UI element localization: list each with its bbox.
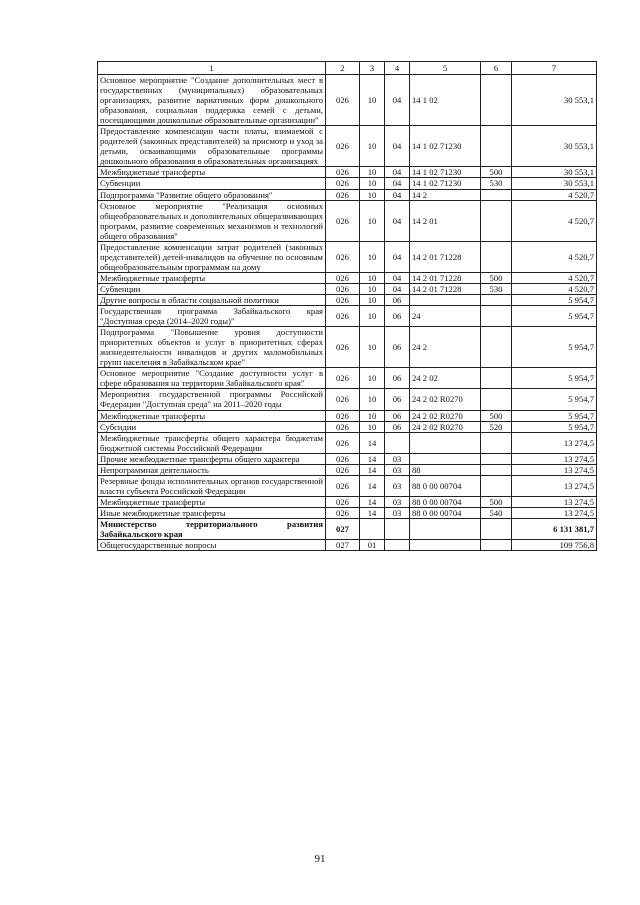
cell-target: 24 2 02 R0270 bbox=[410, 421, 481, 432]
cell-section: 10 bbox=[360, 126, 385, 167]
cell-target: 88 0 00 00704 bbox=[410, 496, 481, 507]
cell-target: 24 2 02 R0270 bbox=[410, 389, 481, 410]
cell-subsection: 04 bbox=[385, 200, 410, 241]
cell-section: 10 bbox=[360, 75, 385, 126]
cell-subsection bbox=[385, 432, 410, 453]
cell-name: Подпрограмма "Развитие общего образования" bbox=[98, 189, 326, 200]
table-body bbox=[98, 75, 597, 551]
cell-section: 10 bbox=[360, 306, 385, 327]
table-row bbox=[98, 327, 597, 368]
cell-ministry: 027 bbox=[326, 540, 360, 551]
cell-subsection: 04 bbox=[385, 272, 410, 283]
table-row bbox=[98, 75, 597, 126]
cell-target: 88 bbox=[410, 464, 481, 475]
cell-ministry: 026 bbox=[326, 200, 360, 241]
cell-name: Межбюджетные трансферты bbox=[98, 167, 326, 178]
cell-name: Субсидии bbox=[98, 421, 326, 432]
cell-amount: 4 520,7 bbox=[512, 189, 597, 200]
cell-ministry: 026 bbox=[326, 241, 360, 272]
cell-type bbox=[481, 327, 512, 368]
cell-subsection: 03 bbox=[385, 507, 410, 518]
table-row bbox=[98, 389, 597, 410]
cell-ministry: 026 bbox=[326, 75, 360, 126]
table-row bbox=[98, 178, 597, 189]
cell-amount: 13 274,5 bbox=[512, 432, 597, 453]
cell-type bbox=[481, 126, 512, 167]
cell-section: 14 bbox=[360, 432, 385, 453]
cell-section: 14 bbox=[360, 496, 385, 507]
cell-ministry: 026 bbox=[326, 178, 360, 189]
cell-section: 10 bbox=[360, 167, 385, 178]
table-row bbox=[98, 507, 597, 518]
cell-name: Резервные фонды исполнительных органов государственной власти субъекта Российской Федерации bbox=[98, 475, 326, 496]
table-row bbox=[98, 189, 597, 200]
cell-ministry: 026 bbox=[326, 306, 360, 327]
cell-amount: 5 954,7 bbox=[512, 389, 597, 410]
cell-type bbox=[481, 294, 512, 305]
cell-subsection: 04 bbox=[385, 283, 410, 294]
cell-amount: 5 954,7 bbox=[512, 368, 597, 389]
cell-target: 14 1 02 71230 bbox=[410, 178, 481, 189]
cell-ministry: 027 bbox=[326, 518, 360, 539]
table-row bbox=[98, 167, 597, 178]
cell-section: 14 bbox=[360, 453, 385, 464]
cell-type: 500 bbox=[481, 167, 512, 178]
cell-section: 10 bbox=[360, 389, 385, 410]
table-row bbox=[98, 200, 597, 241]
cell-ministry: 026 bbox=[326, 327, 360, 368]
table-row bbox=[98, 368, 597, 389]
table-row bbox=[98, 241, 597, 272]
cell-ministry: 026 bbox=[326, 421, 360, 432]
cell-subsection: 03 bbox=[385, 475, 410, 496]
cell-ministry: 026 bbox=[326, 496, 360, 507]
cell-type bbox=[481, 368, 512, 389]
table-row bbox=[98, 464, 597, 475]
cell-type: 530 bbox=[481, 178, 512, 189]
cell-name: Межбюджетные трансферты bbox=[98, 410, 326, 421]
table-row bbox=[98, 410, 597, 421]
cell-target: 24 2 02 R0270 bbox=[410, 410, 481, 421]
cell-target: 14 1 02 bbox=[410, 75, 481, 126]
cell-subsection: 06 bbox=[385, 421, 410, 432]
cell-amount: 4 520,7 bbox=[512, 272, 597, 283]
cell-target: 24 bbox=[410, 306, 481, 327]
cell-type: 500 bbox=[481, 272, 512, 283]
cell-target: 24 2 bbox=[410, 327, 481, 368]
cell-ministry: 026 bbox=[326, 453, 360, 464]
cell-target: 14 2 01 71228 bbox=[410, 272, 481, 283]
cell-section: 10 bbox=[360, 368, 385, 389]
table-row bbox=[98, 475, 597, 496]
cell-amount: 5 954,7 bbox=[512, 410, 597, 421]
cell-target: 14 1 02 71230 bbox=[410, 167, 481, 178]
cell-type bbox=[481, 518, 512, 539]
cell-amount: 4 520,7 bbox=[512, 200, 597, 241]
table-row bbox=[98, 453, 597, 464]
cell-type bbox=[481, 241, 512, 272]
cell-name: Предоставление компенсации части платы, взимаемой с родителей (законных представителей) за присмотр и уход за детьми, осваивающими образовательные программы дошкольного образования в образовательных организациях bbox=[98, 126, 326, 167]
cell-name: Предоставление компенсации затрат родителей (законных представителей) детей-инвалидов на обучение по основным общеобразовательным программам на дому bbox=[98, 241, 326, 272]
cell-subsection: 06 bbox=[385, 368, 410, 389]
cell-type: 500 bbox=[481, 410, 512, 421]
cell-amount: 5 954,7 bbox=[512, 294, 597, 305]
cell-section: 10 bbox=[360, 327, 385, 368]
cell-section: 10 bbox=[360, 410, 385, 421]
table-row bbox=[98, 126, 597, 167]
cell-subsection: 04 bbox=[385, 241, 410, 272]
table-row bbox=[98, 432, 597, 453]
cell-subsection bbox=[385, 540, 410, 551]
cell-target: 88 0 00 00704 bbox=[410, 507, 481, 518]
cell-target bbox=[410, 453, 481, 464]
cell-name: Мероприятия государственной программы Российской Федерации "Доступная среда" на 2011–2020 годы bbox=[98, 389, 326, 410]
cell-amount: 13 274,5 bbox=[512, 507, 597, 518]
cell-target bbox=[410, 540, 481, 551]
cell-name: Основное мероприятие "Создание доступности услуг в сфере образования на территории Забайкальского края" bbox=[98, 368, 326, 389]
cell-target: 14 2 01 71228 bbox=[410, 241, 481, 272]
cell-type bbox=[481, 189, 512, 200]
cell-section: 10 bbox=[360, 294, 385, 305]
cell-subsection: 06 bbox=[385, 294, 410, 305]
cell-section: 10 bbox=[360, 241, 385, 272]
cell-subsection: 04 bbox=[385, 189, 410, 200]
cell-subsection bbox=[385, 518, 410, 539]
cell-ministry: 026 bbox=[326, 283, 360, 294]
table-row bbox=[98, 496, 597, 507]
cell-amount: 4 520,7 bbox=[512, 241, 597, 272]
cell-amount: 30 553,1 bbox=[512, 178, 597, 189]
table-row bbox=[98, 421, 597, 432]
cell-section: 14 bbox=[360, 507, 385, 518]
cell-ministry: 026 bbox=[326, 294, 360, 305]
header-cell-name: 1 bbox=[98, 62, 326, 75]
cell-type bbox=[481, 75, 512, 126]
page-number: 91 bbox=[314, 853, 326, 865]
cell-amount: 5 954,7 bbox=[512, 306, 597, 327]
cell-section: 10 bbox=[360, 189, 385, 200]
cell-type: 500 bbox=[481, 496, 512, 507]
budget-table bbox=[97, 61, 597, 551]
cell-type bbox=[481, 432, 512, 453]
cell-ministry: 026 bbox=[326, 167, 360, 178]
cell-amount: 13 274,5 bbox=[512, 453, 597, 464]
cell-section bbox=[360, 518, 385, 539]
cell-amount: 13 274,5 bbox=[512, 496, 597, 507]
cell-section: 01 bbox=[360, 540, 385, 551]
cell-subsection: 06 bbox=[385, 389, 410, 410]
header-cell-ministry: 2 bbox=[326, 62, 360, 75]
header-cell-type: 6 bbox=[481, 62, 512, 75]
table-row bbox=[98, 518, 597, 539]
cell-target bbox=[410, 432, 481, 453]
cell-ministry: 026 bbox=[326, 432, 360, 453]
cell-subsection: 03 bbox=[385, 496, 410, 507]
cell-section: 10 bbox=[360, 272, 385, 283]
cell-name: Основное мероприятие "Создание дополнительных мест в государственных (муниципальных) образовательных организациях, развитие вариативных форм дошкольного образования, социальная поддержка семей с детьми, посещающими дошкольные образовательные организации" bbox=[98, 75, 326, 126]
cell-ministry: 026 bbox=[326, 126, 360, 167]
cell-subsection: 06 bbox=[385, 306, 410, 327]
cell-section: 14 bbox=[360, 464, 385, 475]
cell-name: Межбюджетные трансферты bbox=[98, 272, 326, 283]
cell-amount: 30 553,1 bbox=[512, 126, 597, 167]
cell-name: Субвенции bbox=[98, 283, 326, 294]
cell-name: Иные межбюджетные трансферты bbox=[98, 507, 326, 518]
cell-amount: 30 553,1 bbox=[512, 167, 597, 178]
cell-type: 520 bbox=[481, 421, 512, 432]
cell-target: 14 2 bbox=[410, 189, 481, 200]
cell-section: 10 bbox=[360, 200, 385, 241]
cell-subsection: 06 bbox=[385, 410, 410, 421]
cell-type bbox=[481, 475, 512, 496]
cell-ministry: 026 bbox=[326, 368, 360, 389]
cell-type bbox=[481, 200, 512, 241]
cell-name: Общегосударственные вопросы bbox=[98, 540, 326, 551]
cell-name: Государственная программа Забайкальского края "Доступная среда (2014–2020 годы)" bbox=[98, 306, 326, 327]
cell-name: Субвенции bbox=[98, 178, 326, 189]
cell-type bbox=[481, 306, 512, 327]
cell-type bbox=[481, 453, 512, 464]
cell-subsection: 04 bbox=[385, 167, 410, 178]
table-row bbox=[98, 540, 597, 551]
cell-target: 14 2 01 71228 bbox=[410, 283, 481, 294]
cell-subsection: 03 bbox=[385, 453, 410, 464]
cell-amount: 6 131 381,7 bbox=[512, 518, 597, 539]
cell-name: Непрограммная деятельность bbox=[98, 464, 326, 475]
table-header-row bbox=[98, 62, 597, 75]
table-row bbox=[98, 272, 597, 283]
cell-amount: 4 520,7 bbox=[512, 283, 597, 294]
cell-ministry: 026 bbox=[326, 389, 360, 410]
cell-amount: 13 274,5 bbox=[512, 475, 597, 496]
cell-ministry: 026 bbox=[326, 189, 360, 200]
cell-name: Межбюджетные трансферты bbox=[98, 496, 326, 507]
cell-name: Основное мероприятие "Реализация основных общеобразовательных и дополнительных общеразвивающих программ, развитие современных механизмов и технологий общего образования" bbox=[98, 200, 326, 241]
table-row bbox=[98, 306, 597, 327]
header-cell-subsection: 4 bbox=[385, 62, 410, 75]
cell-subsection: 04 bbox=[385, 126, 410, 167]
cell-subsection: 04 bbox=[385, 75, 410, 126]
cell-type: 540 bbox=[481, 507, 512, 518]
cell-ministry: 026 bbox=[326, 272, 360, 283]
header-cell-amount: 7 bbox=[512, 62, 597, 75]
table-row bbox=[98, 294, 597, 305]
cell-amount: 109 756,8 bbox=[512, 540, 597, 551]
cell-amount: 5 954,7 bbox=[512, 421, 597, 432]
cell-type bbox=[481, 464, 512, 475]
cell-amount: 30 553,1 bbox=[512, 75, 597, 126]
cell-type bbox=[481, 540, 512, 551]
cell-subsection: 06 bbox=[385, 327, 410, 368]
cell-amount: 13 274,5 bbox=[512, 464, 597, 475]
cell-target: 24 2 02 bbox=[410, 368, 481, 389]
cell-section: 10 bbox=[360, 283, 385, 294]
cell-name: Другие вопросы в области социальной политики bbox=[98, 294, 326, 305]
cell-subsection: 04 bbox=[385, 178, 410, 189]
cell-target bbox=[410, 518, 481, 539]
cell-subsection: 03 bbox=[385, 464, 410, 475]
cell-target bbox=[410, 294, 481, 305]
cell-name: Прочие межбюджетные трансферты общего характера bbox=[98, 453, 326, 464]
cell-type bbox=[481, 389, 512, 410]
cell-target: 88 0 00 00704 bbox=[410, 475, 481, 496]
cell-name: Подпрограмма "Повышение уровня доступности приоритетных объектов и услуг в приоритетных сферах жизнедеятельности инвалидов и других маломобильных групп населения в Забайкальском крае" bbox=[98, 327, 326, 368]
cell-section: 10 bbox=[360, 178, 385, 189]
cell-target: 14 2 01 bbox=[410, 200, 481, 241]
cell-ministry: 026 bbox=[326, 410, 360, 421]
cell-name: Министерство территориального развития Забайкальского края bbox=[98, 518, 326, 539]
header-cell-section: 3 bbox=[360, 62, 385, 75]
table-row bbox=[98, 283, 597, 294]
header-cell-target: 5 bbox=[410, 62, 481, 75]
cell-amount: 5 954,7 bbox=[512, 327, 597, 368]
cell-section: 10 bbox=[360, 421, 385, 432]
cell-name: Межбюджетные трансферты общего характера бюджетам бюджетной системы Российской Федерации bbox=[98, 432, 326, 453]
cell-ministry: 026 bbox=[326, 507, 360, 518]
cell-section: 14 bbox=[360, 475, 385, 496]
cell-target: 14 1 02 71230 bbox=[410, 126, 481, 167]
cell-ministry: 026 bbox=[326, 475, 360, 496]
cell-type: 530 bbox=[481, 283, 512, 294]
cell-ministry: 026 bbox=[326, 464, 360, 475]
